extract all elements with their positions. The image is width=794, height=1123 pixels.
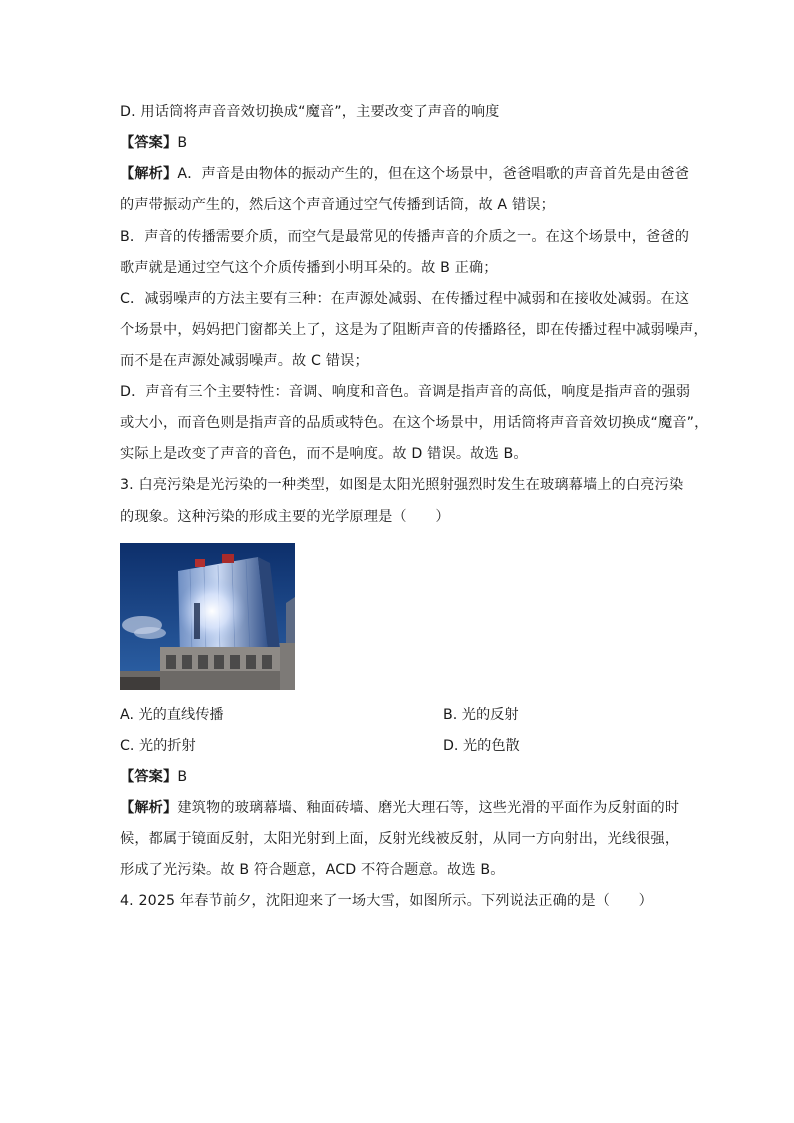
q2-answer	[120, 133, 187, 153]
q3-option-b: B. 光的反射	[443, 707, 519, 723]
q3-analysis-line	[120, 798, 679, 818]
analysis-tag: 【解析】	[120, 800, 178, 816]
q2-analysis-line: D．声音有三个主要特性：音调、响度和音色。音调是指声音的高低，响度是指声音的强弱	[120, 384, 691, 400]
q2-analysis-line: B．声音的传播需要介质，而空气是最常见的传播声音的介质之一。在这个场景中，爸爸的	[120, 229, 690, 245]
q3-answer	[120, 767, 187, 787]
analysis-text: A．声音是由物体的振动产生的，但在这个场景中，爸爸唱歌的声音首先是由爸爸	[177, 166, 690, 182]
q2-analysis-line: 实际上是改变了声音的音色，而不是响度。故 D 错误。故选 B。	[120, 446, 528, 462]
q3-option-c: C. 光的折射	[120, 738, 196, 754]
q3-option-d: D. 光的色散	[443, 738, 520, 754]
analysis-text: 建筑物的玻璃幕墙、釉面砖墙、磨光大理石等，这些光滑的平面作为反射面的时	[177, 800, 680, 816]
answer-tag: 【答案】	[120, 135, 178, 151]
q2-option-d: D. 用话筒将声音音效切换成“魔音”，主要改变了声音的响度	[120, 104, 500, 120]
q3-option-a: A. 光的直线传播	[120, 707, 224, 723]
q2-analysis-line	[120, 164, 689, 184]
q3-analysis-line: 候，都属于镜面反射，太阳光射到上面，反射光线被反射，从同一方向射出，光线很强，	[120, 831, 680, 847]
q2-analysis-line: 歌声就是通过空气这个介质传播到小明耳朵的。故 B 正确；	[120, 260, 498, 276]
q2-analysis-line: 个场景中，妈妈把门窗都关上了，这是为了阻断声音的传播路径，即在传播过程中减弱噪声，	[120, 322, 708, 338]
q3-stem-line: 3. 白亮污染是光污染的一种类型，如图是太阳光照射强烈时发生在玻璃幕墙上的白亮污染	[120, 477, 684, 493]
q2-analysis-line: 的声带振动产生的，然后这个声音通过空气传播到话筒，故 A 错误；	[120, 197, 555, 213]
glass-building-photo	[120, 543, 295, 690]
q3-stem-line: 的现象。这种污染的形成主要的光学原理是（ ）	[120, 509, 450, 525]
q2-analysis-line: C．减弱噪声的方法主要有三种：在声源处减弱、在传播过程中减弱和在接收处减弱。在这	[120, 291, 690, 307]
q4-stem: 4. 2025 年春节前夕，沈阳迎来了一场大雪，如图所示。下列说法正确的是（ ）	[120, 893, 654, 909]
analysis-tag: 【解析】	[120, 166, 178, 182]
q3-analysis-line: 形成了光污染。故 B 符合题意，ACD 不符合题意。故选 B。	[120, 862, 505, 878]
q2-analysis-line: 而不是在声源处减弱噪声。故 C 错误；	[120, 353, 369, 369]
answer-tag: 【答案】	[120, 769, 178, 785]
answer-value: B	[177, 769, 188, 785]
answer-value: B	[177, 135, 188, 151]
glass-building-image	[120, 543, 295, 690]
q2-analysis-line: 或大小，而音色则是指声音的品质或特色。在这个场景中，用话筒将声音音效切换成“魔音”，	[120, 415, 709, 431]
